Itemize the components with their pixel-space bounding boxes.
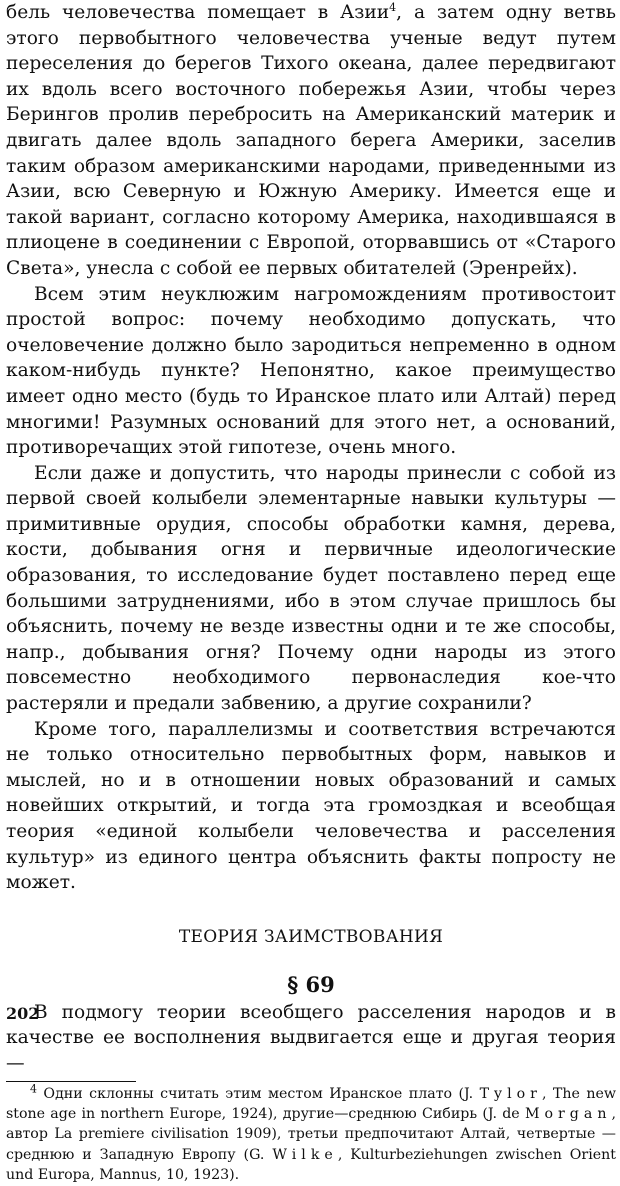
footnote-marker: 4 <box>30 1081 37 1095</box>
paragraph-2 <box>6 282 616 461</box>
text-run: , автор La premiere civilisation 1909), третьи предпочитают Алтай, четвертые — среднюю и Западную Европу (G. <box>6 1105 616 1163</box>
footnote-divider <box>6 1081 136 1082</box>
paragraph-4 <box>6 717 616 896</box>
section-number: § 69 <box>287 971 335 997</box>
text-run: Кроме того, параллелизмы и соответствия встречаются не только относительно первобытных форм, навыков и мыслей, но и в отношении новых образований и самых новейших открытий, и тогда эта громоздкая и всеобщая теория «единой колыбели человечества и расселения культур» из единого центра объяснить факты попросту не может. <box>6 718 616 894</box>
footnote <box>6 1081 616 1186</box>
book-page <box>6 0 616 1186</box>
paragraph-3 <box>6 461 616 717</box>
page-number: 202 <box>6 1004 40 1023</box>
footnote-marker: 4 <box>389 0 397 14</box>
text-run: , а затем одну ветвь этого первобытного человечества ученые ведут путем переселения до берегов Тихого океана, далее передвигают их вдоль всего восточного побережья Азии, чтобы через Берингов пролив перебросить на Американский материк и двигать далее вдоль западного берега Америки, заселив таким образом американскими народами, приведенными из Азии, всю Северную и Южную Америку. Имеется еще и такой вариант, согласно которому Америка, находившаяся в плиоцене в соединении с Европой, оторвавшись от «Старого Света», унесла с собой ее первых обитателей (Эренрейх). <box>6 2 616 279</box>
text-run: , The new stone age in northern Europe, 1924), другие—среднюю Сибирь (J. de <box>6 1085 616 1122</box>
main-text <box>6 0 616 1077</box>
footnote-text <box>6 1081 616 1186</box>
text-run: Если даже и допустить, что народы принесли с собой из первой своей колыбели элементарные навыки культуры — примитивные орудия, способы обработки камня, дерева, кости, добывания огня и первичные идеологические образования, то исследование будет поставлено перед еще большими затруднениями, ибо в этом случае пришлось бы объяснить, почему не везде известны одни и те же способы, напр., добывания огня? Почему одни народы из этого повсеместно необходимого первонаследия кое-что растеряли и предали забвению, а другие сохранили? <box>6 462 616 715</box>
author-name: Wilke <box>272 1146 338 1163</box>
author-name: Morgan <box>524 1105 612 1122</box>
text-run: Всем этим неуклюжим нагромождениям противостоит простой вопрос: почему необходимо допускать, что очеловечение должно было зародиться непременно в одном каком-нибудь пункте? Непонятно, какое преимущество имеет одно место (будь то Иранское плато или Алтай) перед многими! Разумных оснований для этого нет, а оснований, противоречащих этой гипотезе, очень много. <box>6 283 616 459</box>
text-run: , Kulturbeziehungen zwischen Orient und Europa, Mannus, 10, 1923). <box>6 1146 616 1184</box>
author-name: Tylor <box>479 1085 542 1102</box>
paragraph-1 <box>6 0 616 282</box>
text-run: бель человечества помещает в Азии <box>6 2 390 23</box>
paragraph-5 <box>6 1000 616 1077</box>
text-run: Одни склонны считать этим местом Иранское плато (J. <box>37 1085 480 1102</box>
section-title: ТЕОРИЯ ЗАИМСТВОВАНИЯ <box>178 926 444 947</box>
text-run: В подмогу теории всеобщего расселения народов и в качестве ее восполнения выдвигается еще и другая теория — <box>6 1001 616 1074</box>
